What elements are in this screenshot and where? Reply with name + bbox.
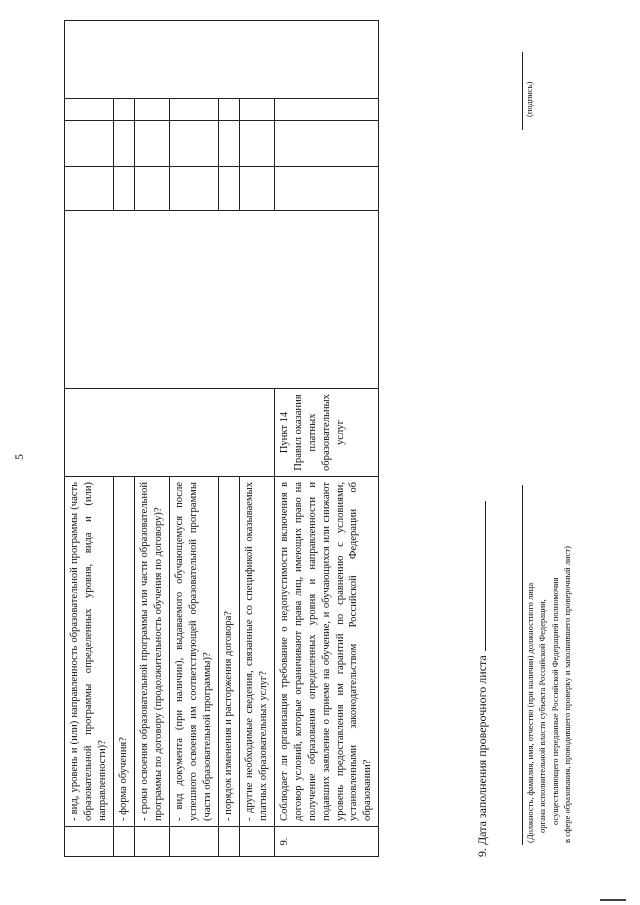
date-field xyxy=(474,501,490,857)
signature-label: (подпись) xyxy=(524,81,534,117)
answer-yes-cell xyxy=(274,167,379,211)
signature-caption-line: органа исполнительной власти субъекта Российской Федерации, xyxy=(537,599,548,833)
row-number-cell xyxy=(239,827,274,857)
table-row xyxy=(274,21,379,857)
answer-na-cell xyxy=(239,99,274,121)
answer-no-cell xyxy=(218,121,239,167)
row-number-cell: 9. xyxy=(274,827,379,857)
row-number-cell xyxy=(65,827,114,857)
row-number-cell xyxy=(169,827,218,857)
answer-no-cell xyxy=(113,121,134,167)
note-cell xyxy=(65,21,379,99)
empty-cell xyxy=(65,211,379,389)
question-cell: - вид документа (при наличии), выдаваемого обучающемуся после успешного освоения им соответствующей образовательной программы (части образовательной программы)? xyxy=(169,477,218,827)
answer-no-cell xyxy=(274,121,379,167)
question-cell: - вид, уровень и (или) направленность образовательной программы (часть образовательной программы определенных уровня, вида и (или) направленности)? xyxy=(65,477,114,827)
question-cell: - другие необходимые сведения, связанные со спецификой оказываемых платных образовательных услуг? xyxy=(239,477,274,827)
answer-yes-cell xyxy=(134,167,169,211)
answer-yes-cell xyxy=(169,167,218,211)
question-cell: - форма обучения? xyxy=(113,477,134,827)
reference-cell xyxy=(65,389,275,477)
answer-no-cell xyxy=(239,121,274,167)
signature-name-line xyxy=(522,485,523,845)
question-cell: Соблюдает ли организация требование о недопустимости включения в договор условий, которые ограничивают права лиц, имеющих право на получение образования определенных уровня и направленности и подавших заявление о приеме на обучение, и обучающихся или снижают уровень предоставления им гарантий по сравнению с условиями, установленными законодательством Российской Федерации об образовании? xyxy=(274,477,379,827)
date-line xyxy=(474,501,486,651)
answer-yes-cell xyxy=(239,167,274,211)
answer-no-cell xyxy=(134,121,169,167)
signature-caption-line: (Должность, фамилия, имя, отчество (при наличии) должностного лица xyxy=(525,582,535,843)
answer-na-cell xyxy=(113,99,134,121)
page-number: 5 xyxy=(12,454,26,460)
signature-caption-line: в сфере образования, проводившего проверку и заполнившего проверочный лист) xyxy=(561,546,572,843)
signature-line xyxy=(522,52,523,130)
table-row xyxy=(65,21,114,857)
signature-caption-line: осуществляющего переданные Российской Федерацией полномочия xyxy=(549,577,560,825)
answer-na-cell xyxy=(169,99,218,121)
signature-caption xyxy=(524,546,573,843)
row-number-cell xyxy=(134,827,169,857)
answer-no-cell xyxy=(65,121,114,167)
answer-yes-cell xyxy=(218,167,239,211)
answer-no-cell xyxy=(169,121,218,167)
answer-na-cell xyxy=(134,99,169,121)
reference-cell: Пункт 14 Правил оказания платных образовательных услуг xyxy=(274,389,379,477)
answer-na-cell xyxy=(274,99,379,121)
answer-na-cell xyxy=(65,99,114,121)
date-label: 9. Дата заполнения проверочного листа xyxy=(475,655,489,857)
question-cell: - сроки освоения образовательной программы или части образовательной программы по договору (продолжительность обучения по договору)? xyxy=(134,477,169,827)
row-number-cell xyxy=(218,827,239,857)
row-number-cell xyxy=(113,827,134,857)
checklist-table xyxy=(64,20,379,857)
answer-yes-cell xyxy=(113,167,134,211)
page-edge-line xyxy=(600,899,626,901)
answer-yes-cell xyxy=(65,167,114,211)
question-cell: - порядок изменения и расторжения договора? xyxy=(218,477,239,827)
answer-na-cell xyxy=(218,99,239,121)
